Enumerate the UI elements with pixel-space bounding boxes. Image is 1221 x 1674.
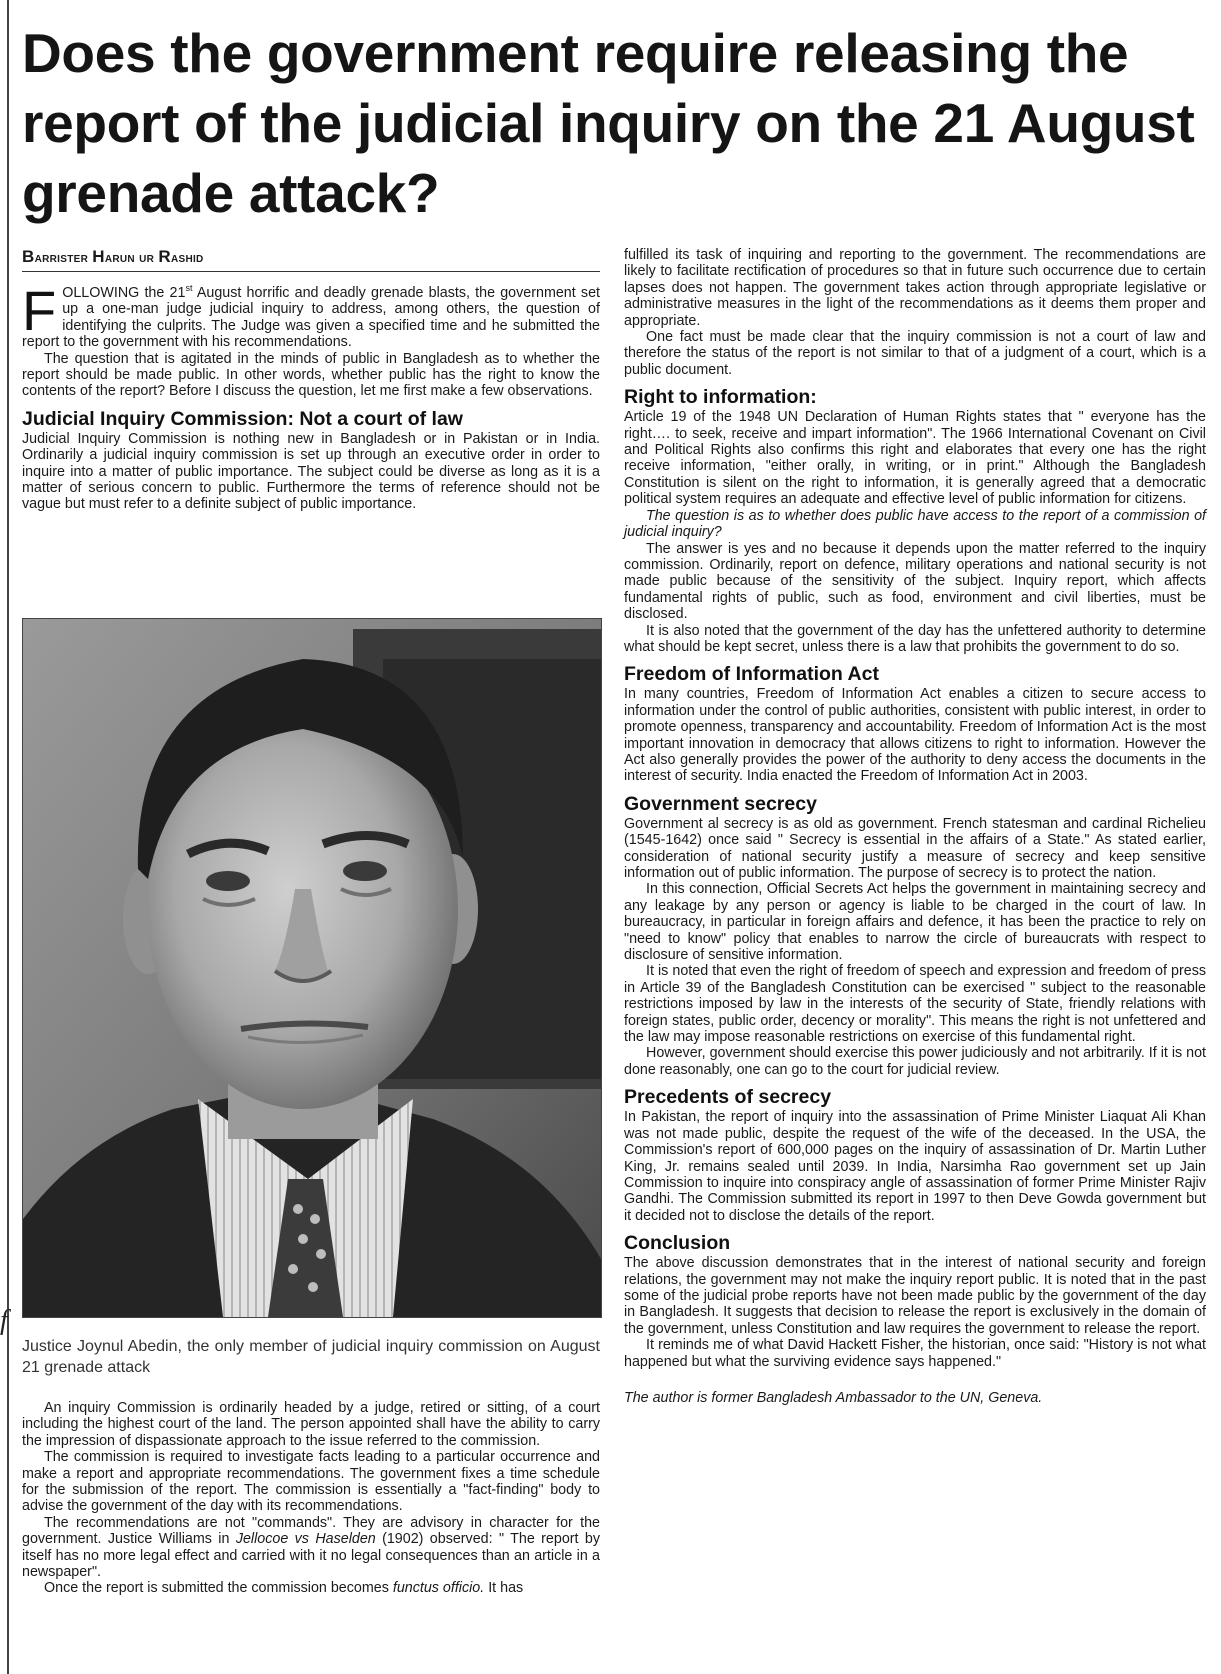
intro-paragraph: FOLLOWING the 21st August horrific and deadly grenade blasts, the government set up a one-man judge judicial inquiry to address, among others, the question of identifying the culprits. The Judge was given a specified time and he submitted the report to the government with his recommendations.	[22, 279, 600, 351]
section-heading-conclusion: Conclusion	[624, 1232, 731, 1255]
left-column-top	[22, 279, 600, 513]
right-paragraph-question: The question is as to whether does public have access to the report of a commission of judicial inquiry?	[624, 507, 1206, 541]
intro-paragraph-2: The question that is agitated in the minds of public in Bangladesh as to whether the report should be made public. In other words, whether public has the right to know the contents of the report? Before I discuss the question, let me first make a few observations.	[22, 350, 600, 400]
byline: Barrister Harun ur Rashid	[22, 247, 600, 272]
right-paragraph-1: fulfilled its task of inquiring and reporting to the government. The recommendations are likely to facilitate rectification of procedures so that in future such occurrence due to certain lapses does not happen. The government takes action through appropriate legislative or administrative measures in the light of the recommendations as it deems them proper and appropriate.	[624, 247, 1206, 329]
headline: Does the government require releasing the report of the judicial inquiry on the 21 August grenade attack?	[22, 22, 1195, 224]
left-column-rule	[7, 0, 9, 1674]
right-paragraph-12: In Pakistan, the report of inquiry into the assassination of Prime Minister Liaquat Ali Khan was not made public, despite the request of the wife of the deceased. In the USA, the Commission's report of 600,000 pages on the inquiry of assassination of Dr. Martin Luther King, Jr. remains sealed until 2039. In India, Narsimha Rao government set up Jain Commission to inquire into conspiracy angle of assassination of former Prime Minister Rajiv Gandhi. The Commission submitted its report in 1997 to then Deve Gowda government but it decided not to disclose the details of the report.	[624, 1109, 1206, 1224]
left-paragraph-2: The commission is required to investigate facts leading to a particular occurrence and make a report and appropriate recommendations. The government fixes a time schedule for the submission of the report. The commission is essentially a "fact-finding" body to advise the government of the day with its recommendations.	[22, 1449, 600, 1515]
edge-letter: f	[0, 1305, 8, 1336]
right-paragraph-3: Article 19 of the 1948 UN Declaration of Human Rights states that " everyone has the right…. to seek, receive and impart information". The 1966 International Covenant on Civil and Political Rights also confirms this right and elaborates that every one has the right receive information, "either orally, in writing, or in print." Although the Bangladesh Constitution is silent on the right to information, it is generally agreed that a democratic political system requires an adequate and effective level of public information for citizens.	[624, 409, 1206, 508]
section-heading-secrecy: Government secrecy	[624, 792, 817, 815]
right-paragraph-8: Government al secrecy is as old as government. French statesman and cardinal Richelieu (1545-1642) once said " Secrecy is essential in the affairs of a State." As stated earlier, consideration of national security justify a measure of secrecy and keep sensitive information out of public information. The purpose of secrecy is to protect the nation.	[624, 815, 1206, 881]
right-paragraph-7: In many countries, Freedom of Information Act enables a citizen to secure access to information under the control of public authorities, consistent with public interest, in order to promote openness, transparency and accountability. Freedom of Information Act is the most important innovation in democracy that allows citizens to right to information. However the Act also generally provides the power of the authority to deny access the documents in the interest of security. India enacted the Freedom of Information Act in 2003.	[624, 686, 1206, 785]
right-paragraph-2: One fact must be made clear that the inquiry commission is not a court of law and therefore the status of the report is not similar to that of a judgment of a court, which is a public document.	[624, 329, 1206, 378]
drop-cap: F	[22, 279, 57, 342]
section-heading-judicial: Judicial Inquiry Commission: Not a court of law	[22, 407, 463, 430]
right-paragraph-5: The answer is yes and no because it depends upon the matter referred to the inquiry commission. Ordinarily, report on defence, military operations and national security is not made public because of the sensitivity of the subject. Inquiry report, which affects fundamental rights of public, such as food, environment and civil liberties, must be disclosed.	[624, 540, 1206, 623]
right-paragraph-10: It is noted that even the right of freedom of speech and expression and freedom of press in Article 39 of the Bangladesh Constitution can be exercised " subject to the reasonable restrictions imposed by law in the interests of the security of State, friendly relations with foreign states, public order, decency or morality". This means the right is not unfettered and the law may impose reasonable restrictions on exercise of this fundamental right.	[624, 963, 1206, 1046]
left-paragraph-3: The recommendations are not "commands". They are advisory in character for the government. Justice Williams in Jellocoe vs Haselden (1902) observed: " The report by itself has no more legal effect and carried with it no legal consequences than an article in a newspaper".	[22, 1514, 600, 1581]
right-paragraph-9: In this connection, Official Secrets Act helps the government in maintaining secrecy and any leakage by any person or agency is liable to be charged in the court of law. In bureaucracy, in particular in foreign affairs and defence, it has been the practice to rely on "need to know" policy that enables to narrow the circle of bureaucrats with respect to disclosure of sensitive information.	[624, 881, 1206, 964]
author-note: The author is former Bangladesh Ambassador to the UN, Geneva.	[624, 1389, 1043, 1406]
section-heading-foi: Freedom of Information Act	[624, 663, 879, 686]
right-column	[624, 247, 1206, 1406]
left-paragraph-4: Once the report is submitted the commission becomes functus officio. It has	[44, 1580, 524, 1597]
section-heading-right-to-information: Right to information:	[624, 386, 817, 409]
section-heading-precedents: Precedents of secrecy	[624, 1086, 832, 1109]
left-column-bottom	[22, 1400, 600, 1597]
right-paragraph-11: However, government should exercise this power judiciously and not arbitrarily. If it is not done reasonably, one can go to the court for judicial review.	[624, 1045, 1206, 1078]
right-paragraph-13: The above discussion demonstrates that in the interest of national security and foreign relations, the government may not make the inquiry report public. It is noted that in the past some of the judicial probe reports have not been made public by the government of the day in Bangladesh. It suggests that decision to release the report is exclusively in the domain of the government, unless Constitution and law requires the government to release the report.	[624, 1255, 1206, 1337]
photo-caption: Justice Joynul Abedin, the only member of judicial inquiry commission on August 21 grenade attack	[22, 1338, 600, 1376]
left-paragraph-1: An inquiry Commission is ordinarily headed by a judge, retired or sitting, of a court including the highest court of the land. The person appointed shall have the ability to carry the impression of dispassionate approach to the issue referred to the commission.	[22, 1400, 600, 1449]
right-paragraph-14: It reminds me of what David Hackett Fisher, the historian, once said: "History is not what happened but what the surviving evidence says happened."	[624, 1337, 1206, 1370]
right-paragraph-6: It is also noted that the government of the day has the unfettered authority to determine what should be kept secret, unless there is a law that prohibits the government to do so.	[624, 622, 1206, 655]
judicial-paragraph: Judicial Inquiry Commission is nothing new in Bangladesh or in Pakistan or in India. Ordinarily a judicial inquiry commission is set up through an executive order in order to inquire into a matter of public importance. The subject could be diverse as long as it is a matter of serious concern to public. Furthermore the terms of reference should not be vague but must refer to a definite subject of public importance.	[22, 430, 600, 513]
portrait-photo	[22, 618, 602, 1318]
